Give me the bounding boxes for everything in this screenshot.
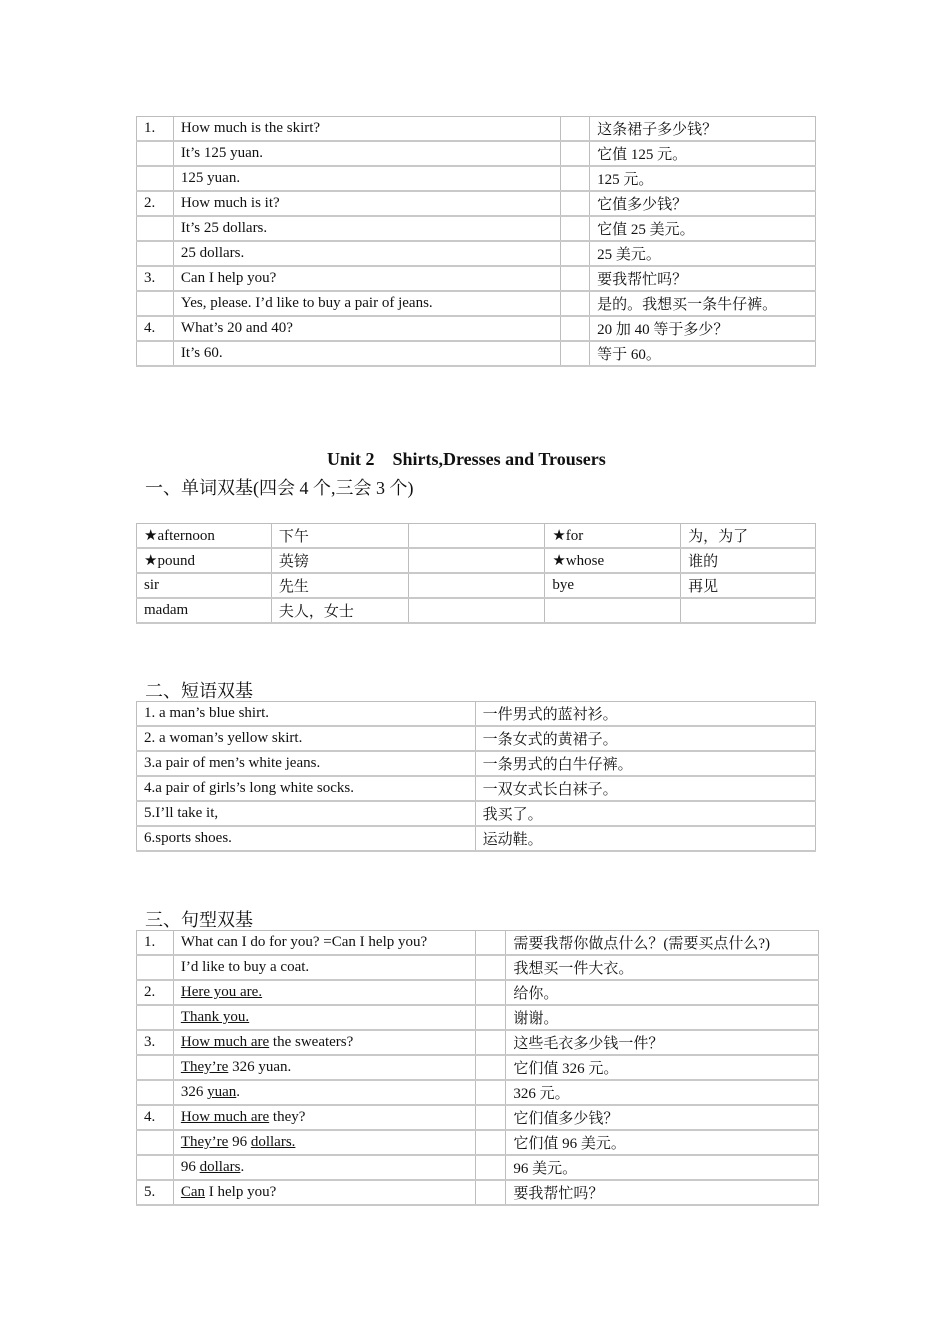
english-phrase: 5.I’ll take it,	[137, 801, 476, 826]
table-row	[137, 826, 816, 851]
word-meaning: 再见	[681, 573, 816, 598]
spacer-cell	[475, 1080, 506, 1105]
underlined-part: dollars.	[250, 1134, 296, 1150]
table-row	[137, 1080, 819, 1105]
underlined-part: Can	[180, 1184, 206, 1200]
table-row	[137, 1130, 819, 1155]
english-sentence: Can I help you?	[173, 266, 560, 291]
table-row	[137, 117, 816, 142]
item-number	[137, 1130, 174, 1155]
word-meaning: 为，为了	[681, 524, 816, 549]
table-row	[137, 1030, 819, 1055]
chinese-translation: 96 美元。	[506, 1155, 819, 1180]
underlined-part: Here you are.	[180, 984, 263, 1000]
table-row	[137, 573, 816, 598]
spacer-cell	[475, 1055, 506, 1080]
item-number	[137, 1155, 174, 1180]
underlined-part: They’re	[180, 1059, 229, 1075]
item-number	[137, 141, 174, 166]
unit-title: Unit 2 Shirts,Dresses and Trousers	[327, 449, 606, 469]
chinese-translation: 要我帮忙吗？	[590, 266, 816, 291]
chinese-translation: 它值 25 美元。	[590, 216, 816, 241]
phrase-table	[136, 701, 816, 852]
word-meaning: 先生	[271, 573, 408, 598]
spacer-cell	[475, 980, 506, 1005]
item-number	[137, 341, 174, 366]
table-row	[137, 141, 816, 166]
section-heading-words: 一、单词双基(四会 4 个,三会 3 个)	[145, 478, 414, 498]
sentence-part: the sweaters?	[269, 1034, 354, 1050]
spacer-cell	[561, 341, 590, 366]
sentence-part: 96	[228, 1134, 251, 1150]
english-sentence: 125 yuan.	[173, 166, 560, 191]
table-row	[137, 1155, 819, 1180]
word: madam	[137, 598, 272, 623]
table-row	[137, 726, 816, 751]
underlined-part: dollars	[199, 1159, 241, 1175]
spacer-cell	[561, 166, 590, 191]
chinese-translation: 它们值 326 元。	[506, 1055, 819, 1080]
chinese-translation: 它值多少钱？	[590, 191, 816, 216]
sentence-part: I help you?	[205, 1184, 277, 1200]
word-meaning	[681, 598, 816, 623]
chinese-translation: 要我帮忙吗？	[506, 1180, 819, 1205]
sentence-part: 326 yuan.	[228, 1059, 292, 1075]
chinese-translation: 这些毛衣多少钱一件？	[506, 1030, 819, 1055]
word	[545, 598, 681, 623]
section-heading-phrases: 二、短语双基	[145, 681, 253, 701]
spacer-cell	[561, 266, 590, 291]
chinese-translation: 这条裙子多少钱？	[590, 117, 816, 142]
spacer-cell	[475, 931, 506, 956]
item-number	[137, 291, 174, 316]
word: ★whose	[545, 548, 681, 573]
sentence-part: I’d like to buy a coat.	[180, 959, 310, 975]
underlined-part: How much are	[180, 1034, 270, 1050]
spacer-cell	[475, 1005, 506, 1030]
english-sentence: It’s 60.	[173, 341, 560, 366]
word-meaning: 夫人，女士	[271, 598, 408, 623]
english-sentence	[173, 1130, 475, 1155]
table-row	[137, 1180, 819, 1205]
chinese-translation: 一件男式的蓝衬衫。	[475, 702, 815, 727]
chinese-translation: 是的。我想买一条牛仔裤。	[590, 291, 816, 316]
english-phrase: 1. a man’s blue shirt.	[137, 702, 476, 727]
word-meaning: 英镑	[271, 548, 408, 573]
chinese-translation: 我买了。	[475, 801, 815, 826]
chinese-translation: 20 加 40 等于多少？	[590, 316, 816, 341]
english-phrase: 2. a woman’s yellow skirt.	[137, 726, 476, 751]
table-row	[137, 191, 816, 216]
english-sentence	[173, 1080, 475, 1105]
sentence-part: What can I do for you? =Can I help you?	[180, 934, 428, 950]
spacer-cell	[408, 598, 545, 623]
table-row	[137, 598, 816, 623]
table-row	[137, 291, 816, 316]
english-sentence: It’s 125 yuan.	[173, 141, 560, 166]
underlined-part: How much are	[180, 1109, 270, 1125]
section-heading-sentences: 三、句型双基	[145, 910, 253, 930]
spacer-cell	[408, 548, 545, 573]
spacer-cell	[408, 524, 545, 549]
table-row	[137, 166, 816, 191]
item-number: 3.	[137, 1030, 174, 1055]
spacer-cell	[475, 955, 506, 980]
word: bye	[545, 573, 681, 598]
word: sir	[137, 573, 272, 598]
chinese-translation: 谢谢。	[506, 1005, 819, 1030]
english-phrase: 3.a pair of men’s white jeans.	[137, 751, 476, 776]
item-number	[137, 1055, 174, 1080]
spacer-cell	[561, 117, 590, 142]
spacer-cell	[561, 216, 590, 241]
item-number	[137, 1005, 174, 1030]
table-row	[137, 548, 816, 573]
item-number	[137, 1080, 174, 1105]
table-row	[137, 241, 816, 266]
chinese-translation: 25 美元。	[590, 241, 816, 266]
chinese-translation: 运动鞋。	[475, 826, 815, 851]
item-number: 2.	[137, 191, 174, 216]
item-number: 4.	[137, 1105, 174, 1130]
chinese-translation: 一双女式长白袜子。	[475, 776, 815, 801]
word-table	[136, 523, 816, 624]
item-number	[137, 216, 174, 241]
table-row	[137, 776, 816, 801]
spacer-cell	[561, 241, 590, 266]
spacer-cell	[408, 573, 545, 598]
spacer-cell	[561, 291, 590, 316]
table-row	[137, 751, 816, 776]
word-meaning: 下午	[271, 524, 408, 549]
english-sentence: How much is the skirt?	[173, 117, 560, 142]
spacer-cell	[475, 1030, 506, 1055]
item-number: 3.	[137, 266, 174, 291]
chinese-translation: 326 元。	[506, 1080, 819, 1105]
english-sentence	[173, 1180, 475, 1205]
table-row	[137, 316, 816, 341]
sentence-part: 326	[180, 1084, 208, 1100]
word: ★for	[545, 524, 681, 549]
table-row	[137, 1055, 819, 1080]
table-row	[137, 524, 816, 549]
english-sentence	[173, 1005, 475, 1030]
english-sentence: 25 dollars.	[173, 241, 560, 266]
spacer-cell	[561, 316, 590, 341]
chinese-translation: 需要我帮你做点什么？(需要买点什么?)	[506, 931, 819, 956]
item-number	[137, 241, 174, 266]
table-row	[137, 266, 816, 291]
underlined-part: They’re	[180, 1134, 229, 1150]
word-meaning: 谁的	[681, 548, 816, 573]
english-phrase: 4.a pair of girls’s long white socks.	[137, 776, 476, 801]
english-sentence: How much is it?	[173, 191, 560, 216]
item-number: 5.	[137, 1180, 174, 1205]
sentence-table-unit1	[136, 116, 816, 367]
table-row	[137, 702, 816, 727]
english-sentence	[173, 1030, 475, 1055]
chinese-translation: 我想买一件大衣。	[506, 955, 819, 980]
english-sentence	[173, 1055, 475, 1080]
spacer-cell	[475, 1105, 506, 1130]
table-row	[137, 1005, 819, 1030]
item-number	[137, 955, 174, 980]
underlined-part: Thank you.	[180, 1009, 250, 1025]
spacer-cell	[475, 1130, 506, 1155]
sentence-part: .	[240, 1159, 245, 1175]
english-sentence: Yes, please. I’d like to buy a pair of jeans.	[173, 291, 560, 316]
underlined-part: yuan	[207, 1084, 237, 1100]
sentence-table-unit2	[136, 930, 819, 1206]
table-row	[137, 341, 816, 366]
spacer-cell	[561, 191, 590, 216]
english-sentence	[173, 1105, 475, 1130]
item-number: 1.	[137, 117, 174, 142]
word: ★afternoon	[137, 524, 272, 549]
chinese-translation: 一条女式的黄裙子。	[475, 726, 815, 751]
table-row	[137, 801, 816, 826]
chinese-translation: 它值 125 元。	[590, 141, 816, 166]
english-sentence: It’s 25 dollars.	[173, 216, 560, 241]
chinese-translation: 它们值多少钱？	[506, 1105, 819, 1130]
item-number	[137, 166, 174, 191]
chinese-translation: 它们值 96 美元。	[506, 1130, 819, 1155]
spacer-cell	[561, 141, 590, 166]
english-phrase: 6.sports shoes.	[137, 826, 476, 851]
spacer-cell	[475, 1180, 506, 1205]
english-sentence	[173, 931, 475, 956]
chinese-translation: 一条男式的白牛仔裤。	[475, 751, 815, 776]
sentence-part: .	[236, 1084, 241, 1100]
table-row	[137, 1105, 819, 1130]
table-row	[137, 931, 819, 956]
spacer-cell	[475, 1155, 506, 1180]
word: ★pound	[137, 548, 272, 573]
chinese-translation: 125 元。	[590, 166, 816, 191]
item-number: 1.	[137, 931, 174, 956]
table-row	[137, 216, 816, 241]
table-row	[137, 955, 819, 980]
english-sentence	[173, 1155, 475, 1180]
english-sentence	[173, 980, 475, 1005]
table-row	[137, 980, 819, 1005]
chinese-translation: 给你。	[506, 980, 819, 1005]
chinese-translation: 等于 60。	[590, 341, 816, 366]
english-sentence: What’s 20 and 40?	[173, 316, 560, 341]
item-number: 2.	[137, 980, 174, 1005]
item-number: 4.	[137, 316, 174, 341]
sentence-part: 96	[180, 1159, 200, 1175]
sentence-part: they?	[269, 1109, 306, 1125]
english-sentence	[173, 955, 475, 980]
